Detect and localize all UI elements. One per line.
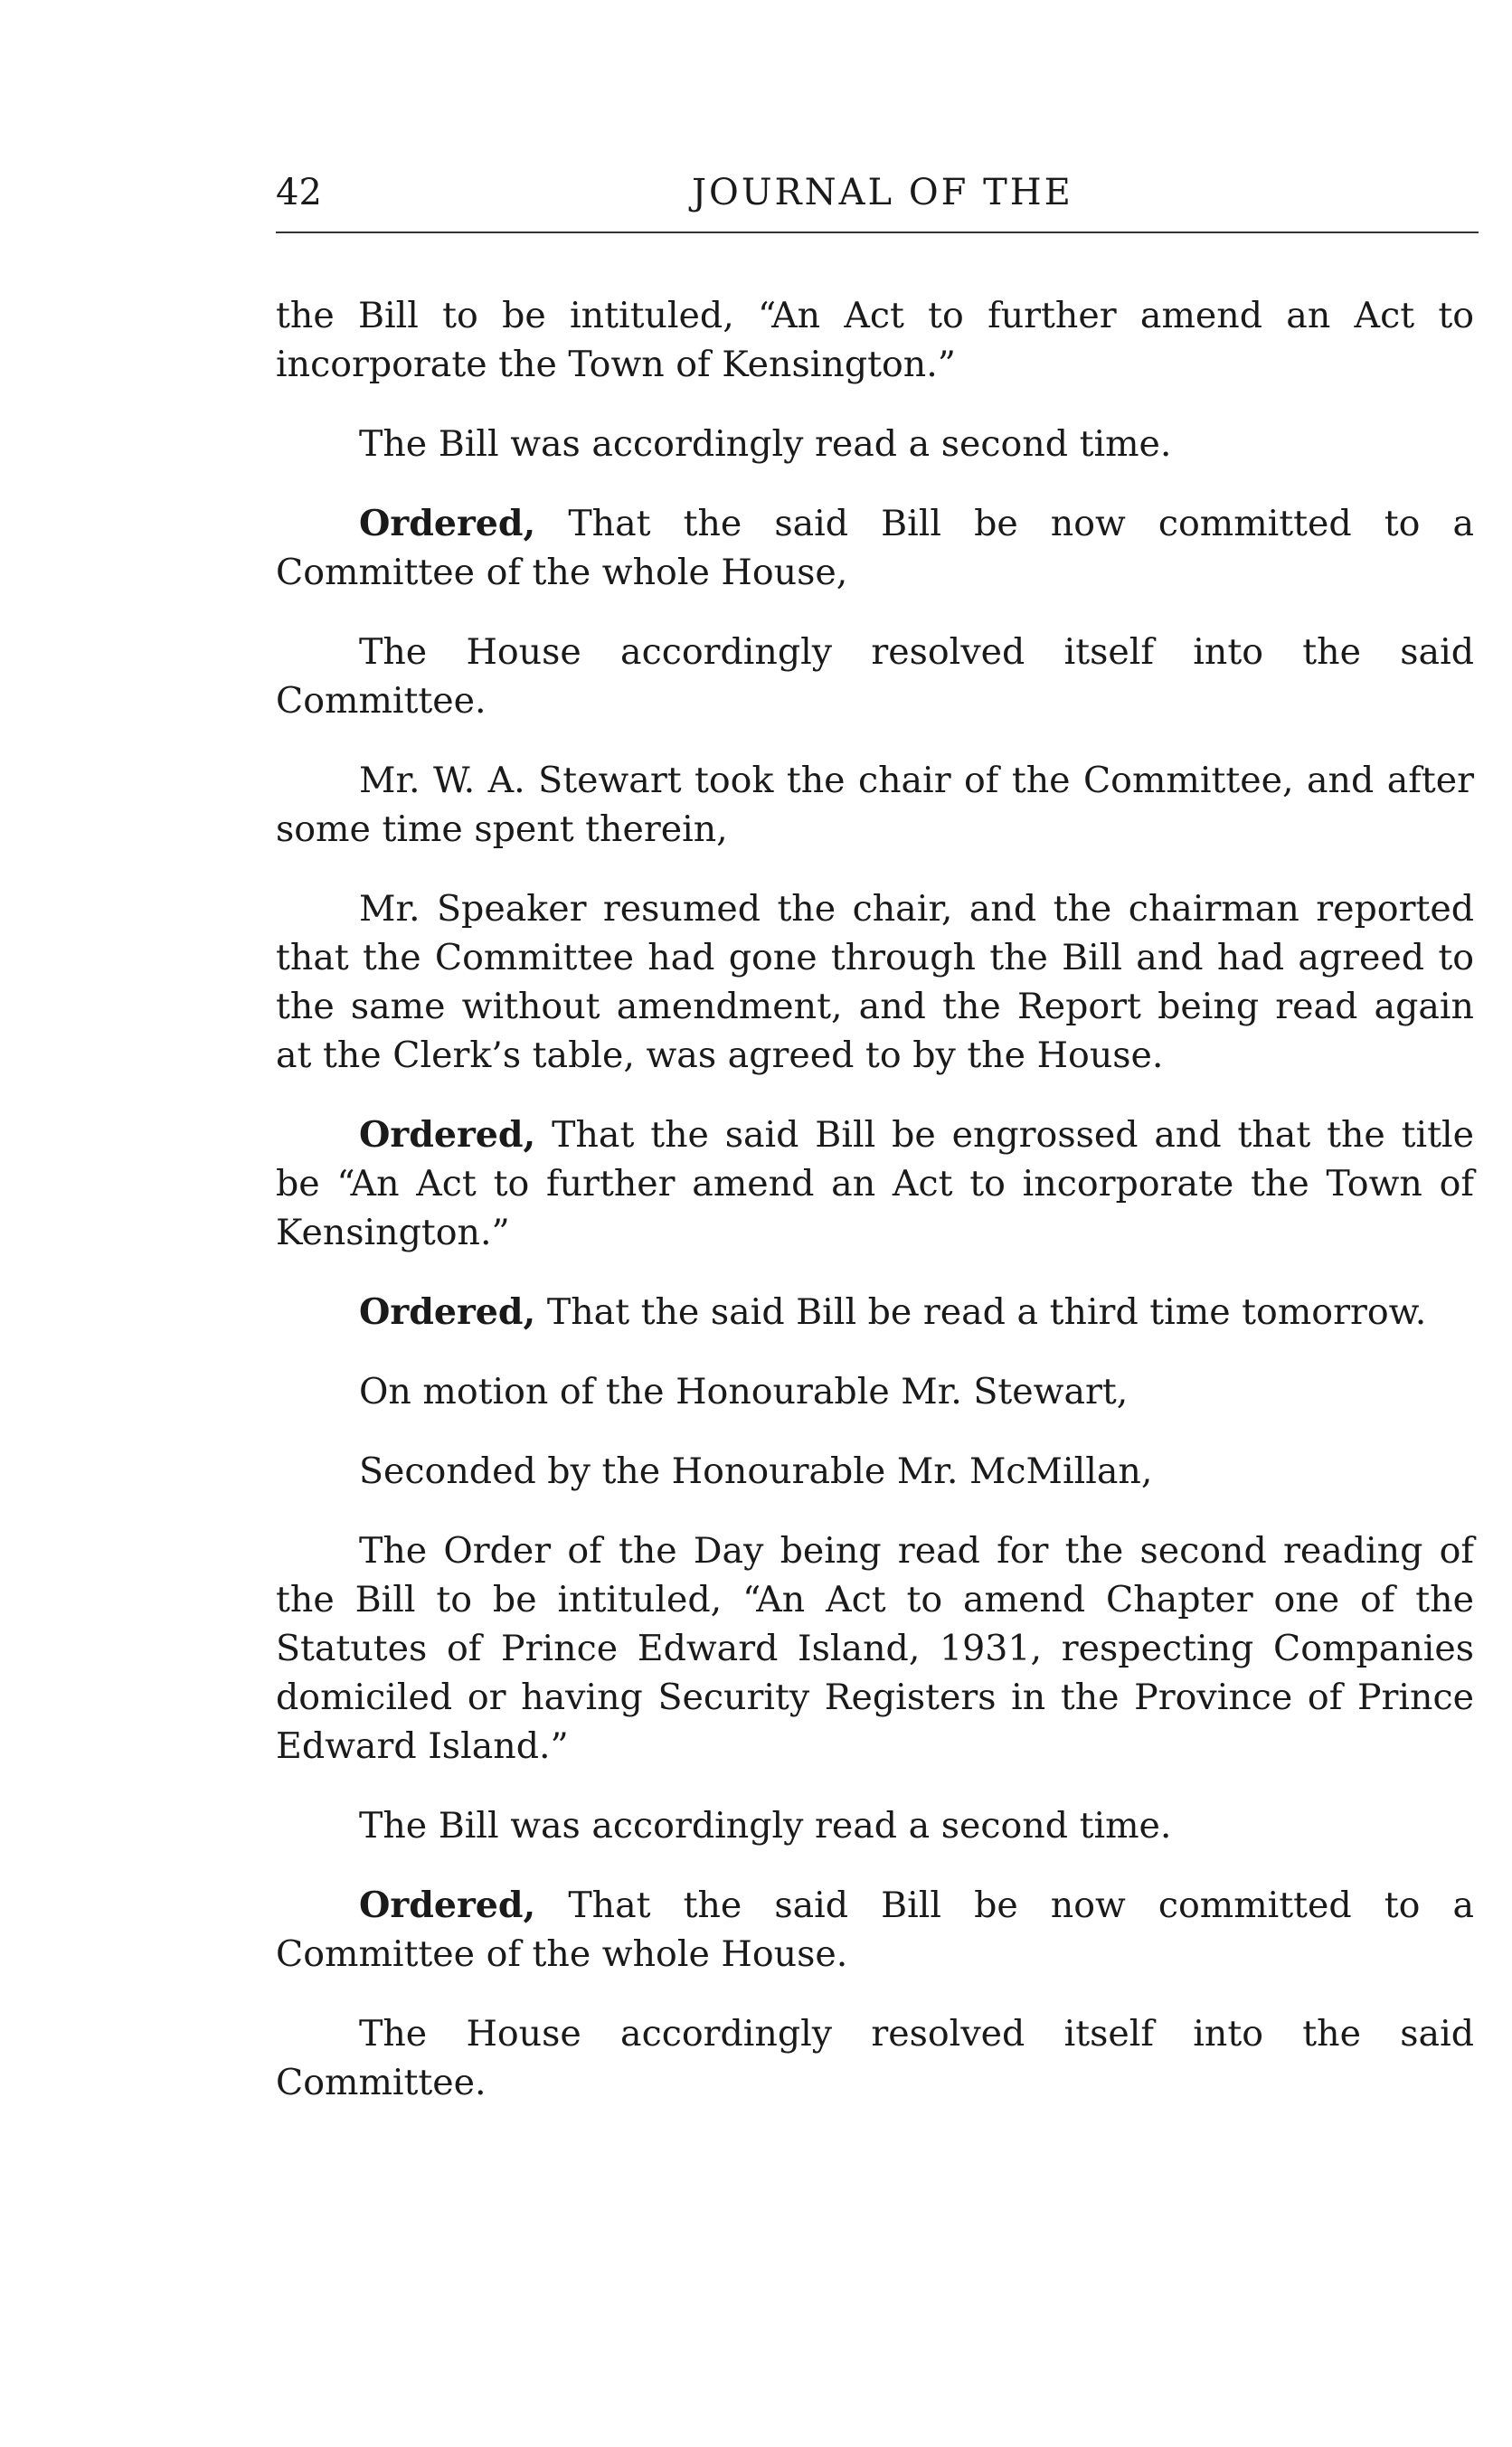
paragraph-text: That the said Bill be read a third time tomorrow. (535, 1291, 1427, 1333)
paragraph-text: the Bill to be intituled, “An Act to further amend an Act to incorporate the Town of Kensington.” (276, 295, 1474, 385)
paragraph-order-of-day (276, 1526, 1474, 1771)
ordered-lead: Ordered, (359, 1885, 536, 1926)
paragraph-resolved-committee (276, 628, 1474, 725)
running-head: JOURNAL OF THE (692, 172, 1073, 213)
paragraph-second-reading-2 (276, 1801, 1474, 1850)
paragraph-ordered-committed (276, 499, 1474, 597)
paragraph-chair (276, 756, 1474, 854)
paragraph-ordered-engrossed (276, 1110, 1474, 1257)
paragraph-text: That the said Bill be now committed to a Committee of the whole House. (276, 1885, 1474, 1975)
paragraph-text: Seconded by the Honourable Mr. McMillan, (359, 1450, 1153, 1492)
paragraph-ordered-third-reading (276, 1288, 1474, 1337)
paragraph-text: The House accordingly resolved itself into the said Committee. (276, 631, 1474, 722)
paragraph-seconded (276, 1447, 1474, 1496)
paragraph-motion (276, 1367, 1474, 1416)
ordered-lead: Ordered, (359, 503, 536, 544)
paragraph-text: The Bill was accordingly read a second time. (359, 1805, 1172, 1847)
ordered-lead: Ordered, (359, 1114, 536, 1156)
paragraph-resolved-committee-2 (276, 2009, 1474, 2107)
paragraph-continuation (276, 291, 1474, 389)
paragraph-speaker-resumed (276, 884, 1474, 1080)
paragraph-text: That the said Bill be engrossed and that the title be “An Act to further amend an Act to incorporate the Town of Kensington.” (276, 1114, 1474, 1253)
paragraph-text: The Bill was accordingly read a second time. (359, 423, 1172, 465)
journal-body (276, 291, 1474, 2138)
paragraph-text: The House accordingly resolved itself into the said Committee. (276, 2013, 1474, 2103)
paragraph-text: The Order of the Day being read for the second reading of the Bill to be intituled, “An Act to amend Chapter one of the Statutes of Prince Edward Island, 1931, respecting Companies domiciled or having Security Registers in the Province of Prince Edward Island.” (276, 1530, 1474, 1767)
paragraph-ordered-committed-2 (276, 1881, 1474, 1979)
header-rule (276, 231, 1479, 233)
page-header (276, 170, 1479, 215)
paragraph-text: Mr. W. A. Stewart took the chair of the Committee, and after some time spent therein, (276, 760, 1474, 850)
page-number: 42 (276, 172, 322, 213)
ordered-lead: Ordered, (359, 1291, 536, 1333)
paragraph-second-reading (276, 420, 1474, 468)
paragraph-text: On motion of the Honourable Mr. Stewart, (359, 1371, 1129, 1412)
paragraph-text: Mr. Speaker resumed the chair, and the chairman reported that the Committee had gone through the Bill and had agreed to the same without amendment, and the Report being read again at the Clerk’s table, was agreed to by the House. (276, 888, 1474, 1076)
paragraph-text: That the said Bill be now committed to a Committee of the whole House, (276, 503, 1474, 593)
